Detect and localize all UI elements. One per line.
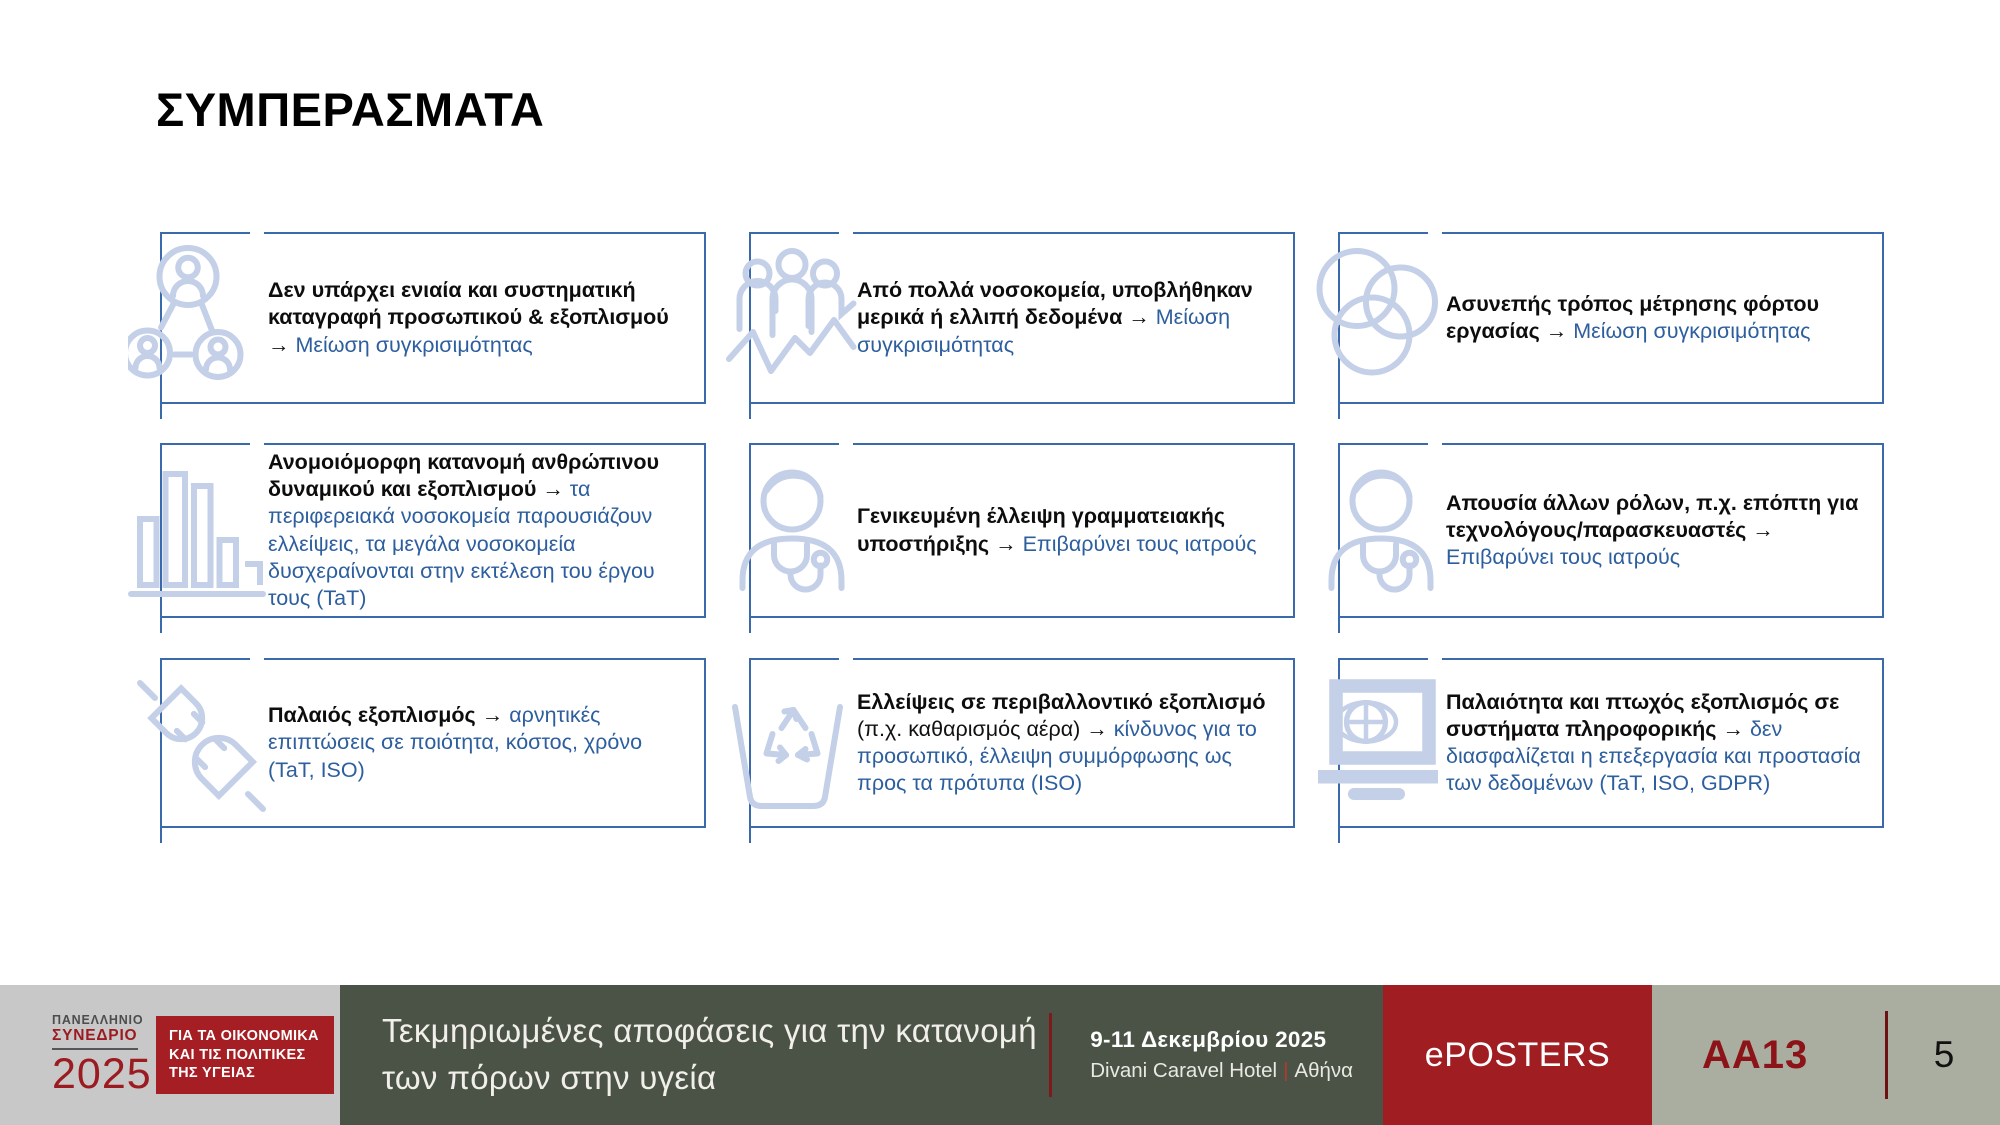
conclusion-card-6 bbox=[1338, 443, 1884, 618]
doctor-icon bbox=[717, 453, 867, 603]
plug-icon bbox=[128, 668, 278, 818]
card-text bbox=[857, 689, 1277, 797]
card-bold-text: Απουσία άλλων ρόλων, π.χ. επόπτη για τεχνολόγους/παρασκευαστές bbox=[1446, 490, 1859, 542]
card-bold-text: Παλαιός εξοπλισμός bbox=[268, 703, 476, 728]
card-bold-text: Ελλείψεις σε περιβαλλοντικό εξοπλισμό bbox=[857, 689, 1266, 714]
card-blue-text: δεν διασφαλίζεται η επεξεργασία και προστασία των δεδομένων (TaT, ISO, GDPR) bbox=[1446, 716, 1861, 796]
card-text bbox=[268, 702, 688, 783]
conference-date: 9-11 Δεκεμβρίου 2025 bbox=[1090, 1027, 1327, 1052]
conference-date-block bbox=[1090, 1027, 1383, 1083]
card-text bbox=[1446, 291, 1866, 345]
card-bold-text: Δεν υπάρχει ενιαία και συστηματική καταγραφή προσωπικού & εξοπλισμού bbox=[268, 278, 669, 330]
card-blue-text: Μείωση συγκρισιμότητας bbox=[857, 305, 1231, 357]
logo-badge: ΓΙΑ ΤΑ ΟΙΚΟΝΟΜΙΚΑ ΚΑΙ ΤΙΣ ΠΟΛΙΤΙΚΕΣ ΤΗΣ ΥΓΕΙΑΣ bbox=[156, 1016, 334, 1095]
card-arrow: → bbox=[1122, 305, 1156, 330]
footer-bar bbox=[0, 985, 2000, 1125]
card-arrow: → bbox=[536, 477, 570, 502]
footer-section-label bbox=[1383, 985, 1652, 1125]
card-blue-text: Μείωση συγκρισιμότητας bbox=[295, 332, 533, 357]
card-bold-text: Από πολλά νοσοκομεία, υποβλήθηκαν μερικά ή ελλιπή δεδομένα bbox=[857, 278, 1253, 330]
footer-title-section bbox=[340, 985, 1383, 1125]
card-text bbox=[857, 503, 1277, 557]
card-bold-text: Παλαιότητα και πτωχός εξοπλισμός σε συστήματα πληροφορικής bbox=[1446, 689, 1840, 741]
card-bold-text: Ανομοιόμορφη κατανομή ανθρώπινου δυναμικού και εξοπλισμού bbox=[268, 450, 660, 502]
conclusion-card-1 bbox=[160, 232, 706, 404]
conference-title: Τεκμηριωμένες αποφάσεις για την κατανομή των πόρων στην υγεία bbox=[382, 1012, 1037, 1096]
bar-chart-icon bbox=[128, 453, 278, 603]
logo-year: 2025 bbox=[52, 1049, 152, 1098]
conclusion-card-3 bbox=[1338, 232, 1884, 404]
logo-line1: ΠΑΝΕΛΛΗΝΙΟ bbox=[52, 1012, 144, 1027]
conclusion-card-9 bbox=[1338, 658, 1884, 828]
logo-line2: ΣΥΝΕΔΡΙΟ bbox=[52, 1027, 138, 1050]
laptop-globe-icon bbox=[1306, 668, 1456, 818]
footer-divider bbox=[1049, 1013, 1052, 1097]
congress-logo bbox=[52, 1012, 152, 1098]
org-chart-icon bbox=[128, 242, 278, 392]
card-text bbox=[1446, 490, 1866, 571]
venue-name: Divani Caravel Hotel bbox=[1090, 1059, 1278, 1082]
page-title: ΣΥΜΠΕΡΑΣΜΑΤΑ bbox=[156, 83, 545, 136]
footer-code-section bbox=[1652, 985, 2000, 1125]
page-number: 5 bbox=[1933, 1034, 1955, 1075]
card-blue-text: κίνδυνος για το προσωπικό, έλλειψη συμμόρφωσης ως προς τα πρότυπα (ISO) bbox=[857, 716, 1257, 796]
card-bold-text: Γενικευμένη έλλειψη γραμματειακής υποστήριξης bbox=[857, 504, 1226, 556]
card-arrow: → bbox=[1716, 716, 1750, 741]
conclusion-card-5 bbox=[749, 443, 1295, 618]
venue-separator: | bbox=[1283, 1059, 1289, 1082]
card-arrow: → bbox=[1539, 319, 1574, 343]
conclusion-card-7 bbox=[160, 658, 706, 828]
card-text bbox=[268, 277, 688, 358]
card-arrow: → bbox=[1746, 517, 1774, 542]
card-arrow: → bbox=[989, 531, 1023, 556]
doctor-icon bbox=[1306, 453, 1456, 603]
card-arrow: → bbox=[475, 703, 510, 728]
conclusion-card-2 bbox=[749, 232, 1295, 404]
eposters-label: ePOSTERS bbox=[1424, 1035, 1611, 1074]
card-blue-text: αρνητικές επιπτώσεις σε ποιότητα, κόστος, χρόνο (TaT, ISO) bbox=[268, 703, 643, 782]
card-blue-text: Επιβαρύνει τους ιατρούς bbox=[1022, 531, 1257, 556]
conclusion-card-8 bbox=[749, 658, 1295, 828]
card-arrow: (π.χ. καθαρισμός αέρα) → bbox=[857, 716, 1114, 741]
people-group-icon bbox=[717, 242, 867, 392]
conclusion-card-4 bbox=[160, 443, 706, 618]
card-text bbox=[857, 277, 1277, 358]
card-bold-text: Ασυνεπής τρόπος μέτρησης φόρτου εργασίας bbox=[1446, 291, 1819, 343]
venn-circles-icon bbox=[1306, 242, 1456, 392]
footer-logo-section bbox=[0, 985, 340, 1125]
card-blue-text: τα περιφερειακά νοσοκομεία παρουσιάζουν ελλείψεις, τα μεγάλα νοσοκομεία δυσχεραίνονται στην εκτέλεση του έργου τους (TaT) bbox=[268, 477, 655, 610]
card-blue-text: Επιβαρύνει τους ιατρούς bbox=[1446, 545, 1681, 570]
card-arrow: → bbox=[268, 332, 296, 357]
conference-venue bbox=[1090, 1059, 1353, 1083]
venue-city: Αθήνα bbox=[1294, 1059, 1353, 1082]
card-text bbox=[268, 449, 688, 611]
card-text bbox=[1446, 689, 1866, 797]
recycle-bin-icon bbox=[717, 668, 867, 818]
poster-code: AA13 bbox=[1702, 1032, 1809, 1077]
card-blue-text: Μείωση συγκρισιμότητας bbox=[1573, 319, 1811, 343]
